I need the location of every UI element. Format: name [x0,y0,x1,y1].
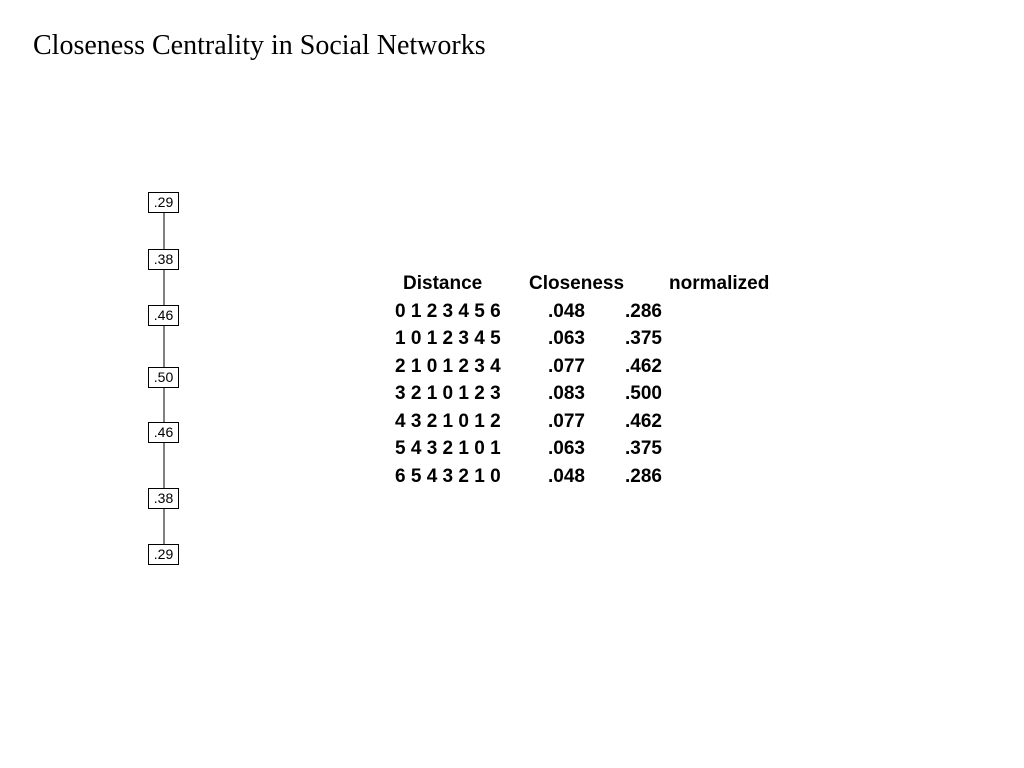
closeness-cell: .063 [548,438,585,459]
chain-node: .29 [148,192,179,213]
slide-title: Closeness Centrality in Social Networks [33,30,486,61]
closeness-cell: .077 [548,410,585,432]
header-closeness: Closeness [529,273,625,294]
distance-cell: 0 1 2 3 4 5 6 [395,300,501,322]
closeness-cell: .063 [548,328,585,349]
normalized-cell: .286 [625,300,662,322]
distance-cell: 3 2 1 0 1 2 3 [395,383,501,404]
normalized-cell: .375 [625,328,662,349]
chain-node: .38 [148,249,179,270]
chain-node: .46 [148,305,179,326]
distance-cell: 6 5 4 3 2 1 0 [395,465,501,487]
closeness-cell: .083 [548,383,585,404]
chain-node: .46 [148,422,179,443]
distance-cell: 1 0 1 2 3 4 5 [395,328,501,349]
chain-node: .50 [148,367,179,388]
normalized-cell: .375 [625,438,662,459]
closeness-cell: .077 [548,355,585,377]
normalized-cell: .462 [625,410,662,432]
normalized-cell: .462 [625,355,662,377]
closeness-cell: .048 [548,300,585,322]
header-normalized: normalized [669,273,770,294]
normalized-cell: .286 [625,465,662,487]
header-distance: Distance [403,273,483,294]
normalized-cell: .500 [625,383,662,404]
distance-cell: 5 4 3 2 1 0 1 [395,438,501,459]
chain-node: .29 [148,544,179,565]
closeness-cell: .048 [548,465,585,487]
distance-cell: 4 3 2 1 0 1 2 [395,410,501,432]
distance-cell: 2 1 0 1 2 3 4 [395,355,501,377]
chain-node: .38 [148,488,179,509]
